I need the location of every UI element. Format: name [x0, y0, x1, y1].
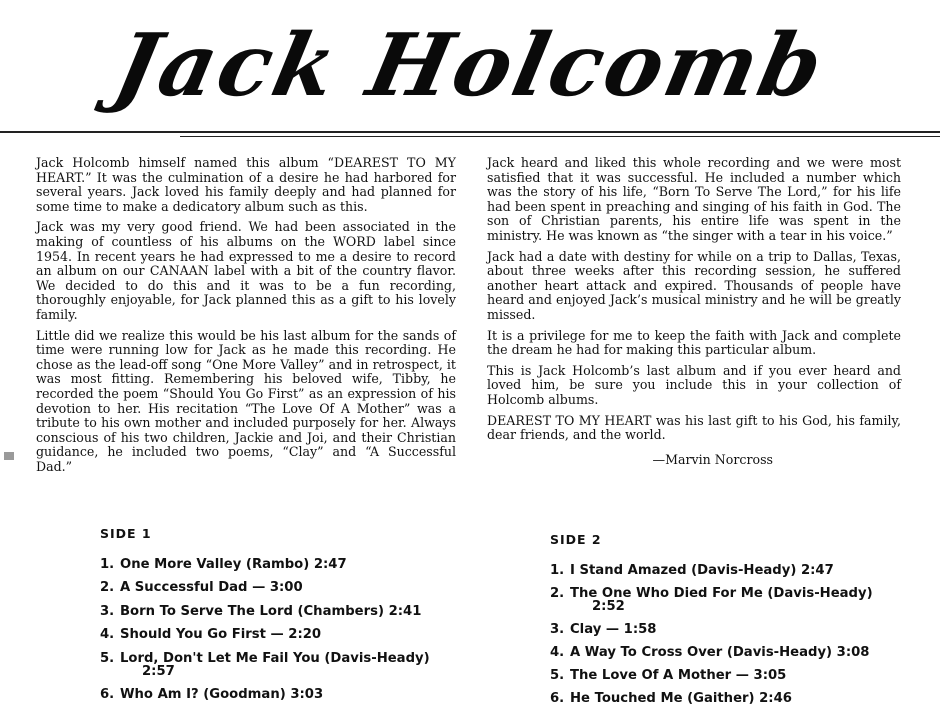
track-item: [100, 683, 430, 706]
track-number: 1.: [550, 563, 565, 578]
track-item: [100, 623, 430, 646]
divider-rule: [0, 131, 940, 133]
track-item: [550, 559, 873, 582]
track-number: 6.: [550, 691, 565, 706]
track-title: Should You Go First — 2:20: [120, 627, 322, 643]
track-number: 3.: [550, 622, 565, 637]
track-title: He Touched Me (Gaither) 2:46: [570, 691, 792, 706]
paragraph: Little did we realize this would be his last album for the sands of time were running low for Jack as he made this recording. He chose as the lead-off song “One More Valley” and in retrospect, it was most fitting. Remembering his beloved wife, Tibby, he recorded the poem “Should You Go First” as an expression of his devotion to her. His recitation “The Love Of A Mother” was a tribute to his own mother and included purposely for her. Always conscious of his two children, Jackie and Joi, and their Christian guidance, he included two poems, “Clay” and “A Successful Dad.”: [36, 327, 456, 474]
track-item: [550, 687, 873, 710]
paragraph: It is a privilege for me to keep the faith with Jack and complete the dream he had for making this particular album.: [487, 327, 901, 358]
side-1-tracklist: [100, 526, 430, 706]
liner-notes-right-column: [487, 156, 901, 467]
track-item: [550, 664, 873, 687]
track-duration: 2:57: [142, 664, 175, 680]
paragraph: This is Jack Holcomb’s last album and if you ever heard and loved him, be sure you include this in your collection of Holcomb albums.: [487, 362, 901, 407]
track-number: 1.: [100, 557, 115, 572]
track-title: A Successful Dad — 3:00: [120, 580, 303, 596]
page-title: Jack Holcomb: [106, 15, 835, 116]
paragraph: Jack heard and liked this whole recording and we were most satisfied that it was successful. He included a number which was the story of his life, “Born To Serve The Lord,” for his life had been spent in preaching and singing of his faith in God. The son of Christian parents, his entire life was spent in the ministry. He was known as “the singer with a tear in his voice.”: [487, 155, 901, 243]
track-title: Who Am I? (Goodman) 3:03: [120, 687, 324, 703]
paragraph: Jack Holcomb himself named this album “DEAREST TO MY HEART.” It was the culmination of a desire he had harbored for several years. Jack loved his family deeply and had planned for some time to make a dedicatory album such as this.: [36, 155, 456, 214]
track-item: [100, 553, 430, 576]
track-item: [550, 582, 873, 614]
track-number: 4.: [100, 627, 115, 643]
track-item: [100, 647, 430, 679]
track-title: The Love Of A Mother — 3:05: [570, 668, 787, 683]
track-number: 3.: [100, 603, 115, 619]
track-item: [550, 618, 873, 641]
paragraph: Jack was my very good friend. We had been associated in the making of countless of his albums on the WORD label since 1954. In recent years he had expressed to me a desire to record an album on our CANAAN label with a bit of the country flavor. We decided to do this and it was to be a fun recording, thoroughly enjoyable, for Jack planned this as a gift to his lovely family.: [36, 219, 456, 322]
track-number: 5.: [100, 650, 115, 666]
track-title: A Way To Cross Over (Davis-Heady) 3:08: [570, 645, 870, 660]
track-number: 2.: [100, 580, 115, 596]
track-title: Born To Serve The Lord (Chambers) 2:41: [120, 603, 422, 619]
track-number: 5.: [550, 668, 565, 683]
print-speck: [4, 452, 14, 460]
side-2-tracklist: [550, 532, 873, 710]
track-title: Lord, Don't Let Me Fail You (Davis-Heady): [120, 650, 430, 666]
track-number: 4.: [550, 645, 565, 660]
track-item: [550, 641, 873, 664]
side-2-heading: SIDE 2: [550, 532, 602, 547]
track-title: One More Valley (Rambo) 2:47: [120, 557, 347, 572]
divider-rule-thin: [180, 136, 940, 137]
track-item: [100, 600, 430, 623]
paragraph: Jack had a date with destiny for while on a trip to Dallas, Texas, about three weeks after this recording session, he suffered another heart attack and expired. Thousands of people have heard and enjoyed Jack’s musical ministry and he will be greatly missed.: [487, 248, 901, 322]
track-title: I Stand Amazed (Davis-Heady) 2:47: [570, 563, 834, 578]
track-title: The One Who Died For Me (Davis-Heady): [570, 586, 873, 601]
track-title: Clay — 1:58: [570, 622, 657, 637]
paragraph: DEAREST TO MY HEART was his last gift to his God, his family, dear friends, and the world.: [487, 412, 901, 443]
track-duration: 2:52: [592, 599, 625, 614]
track-number: 2.: [550, 586, 565, 601]
liner-notes-left-column: [36, 156, 456, 480]
side-1-heading: SIDE 1: [100, 526, 152, 541]
track-number: 6.: [100, 687, 115, 703]
signature: —Marvin Norcross: [652, 451, 773, 467]
track-item: [100, 576, 430, 599]
